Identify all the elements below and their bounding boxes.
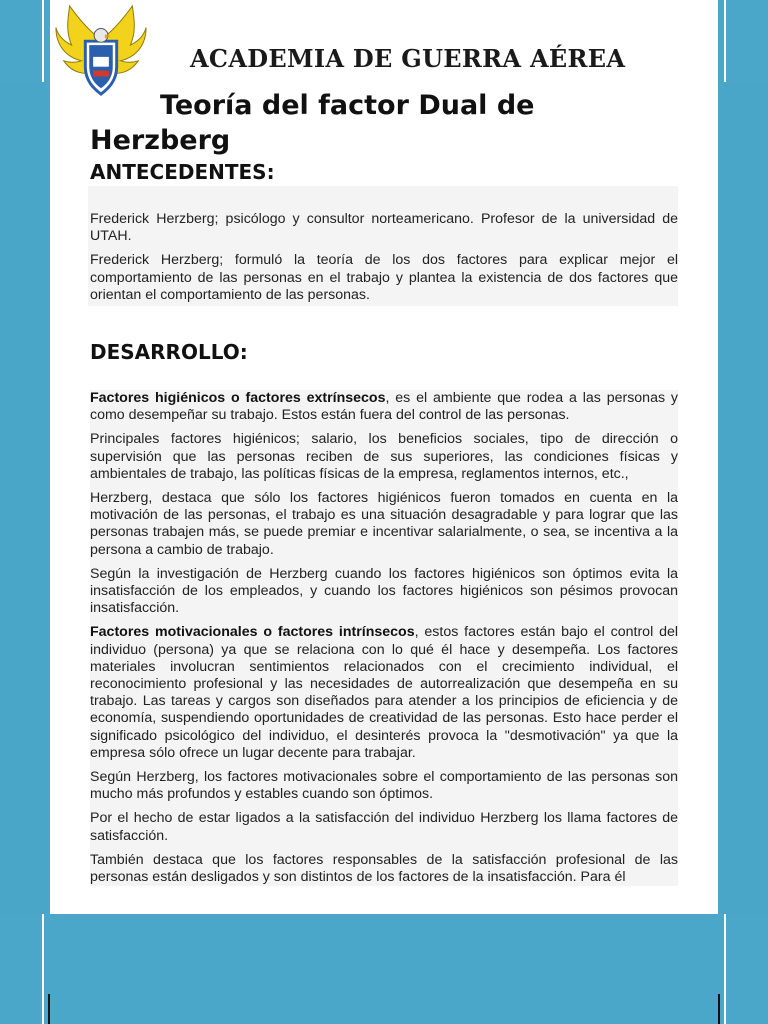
term-hygiene-factors: Factores higiénicos o factores extrínsecos: [90, 390, 386, 406]
border-line-right-bottom: [724, 914, 726, 1024]
paragraph-dissatisfaction: También destaca que los factores responsables de la satisfacción profesional de las personas están desligados y son distintos de los factores de la insatisfacción. Para él: [90, 851, 678, 886]
paragraph-motivational-behavior: Según Herzberg, los factores motivacionales sobre el comportamiento de las personas son mucho más profundos y estables cuando son óptimos.: [90, 769, 678, 803]
title-line-2: Herzberg: [90, 125, 231, 156]
paragraph-research: Según la investigación de Herzberg cuando los factores higiénicos son óptimos evita la insatisfacción de los empleados, y cuando los factores higiénicos son pésimos provocan insatisfacción.: [90, 565, 678, 617]
border-line-right-top: [724, 0, 726, 82]
antecedentes-paragraph: Frederick Herzberg; psicólogo y consultor norteamericano. Profesor de la universidad de UTAH.: [90, 211, 678, 245]
academy-name: ACADEMIA DE GUERRA AÉREA: [190, 44, 626, 73]
paragraph-main-hygiene-factors: Principales factores higiénicos; salario, los beneficios sociales, tipo de dirección o supervisión que las personas reciben de sus superiores, las condiciones físicas y ambientales de trabajo, las políticas físicas de la empresa, reglamentos internos, etc.,: [90, 431, 678, 482]
paragraph-text: , es el ambiente que rodea a las personas y como desempeñar su trabajo. Estos están fuera del control de las personas.: [90, 390, 679, 424]
border-line-left-top: [42, 0, 44, 82]
paragraph-text: , estos factores están bajo el control del individuo (persona) ya que se relaciona con lo qué él hace y desempeña. Los factores materiales involucran sentimientos relacionados con el crecimiento individual, el reconocimiento profesional y las necesidades de autorrealización que desempeña en su trabajo. Las tareas y cargos son diseñados para atender a los principios de eficiencia y de economía, suspendiendo oportunidades de creatividad de las personas. Esto hace perder el significado psicológico del individuo, el desinterés provoca la "desmotivación" ya que la empresa sólo ofrece un lugar decente para trabajar.: [90, 624, 679, 761]
section-heading-desarrollo: DESARROLLO:: [90, 340, 248, 364]
paragraph-motivational-factors: [90, 624, 678, 762]
paragraph-herzberg-highlights: Herzberg, destaca que sólo los factores higiénicos fueron tomados en cuenta en la motivación de las personas, el trabajo es una situación desagradable y para lograr que las personas trabajen más, se puede premiar e incentivar salarialmente, o sea, se incentiva a la persona a cambio de trabajo.: [90, 490, 678, 558]
antecedentes-paragraph: Frederick Herzberg; formuló la teoría de los dos factores para explicar mejor el comportamiento de las personas en el trabajo y plantea la existencia de dos factores que orientan el comportamiento de las personas.: [90, 252, 678, 303]
border-mark-right: [718, 994, 720, 1024]
paragraph-satisfaction-factors: Por el hecho de estar ligados a la satisfacción del individuo Herzberg los llama factores de satisfacción.: [90, 810, 678, 844]
paragraph-hygiene-factors: [90, 390, 678, 424]
document-title: [90, 88, 680, 158]
title-line-1: Teoría del factor Dual de: [160, 90, 535, 121]
term-motivational-factors: Factores motivacionales o factores intrínsecos: [90, 624, 415, 641]
air-force-academy-crest-icon: [52, 2, 150, 100]
desarrollo-body: [90, 390, 678, 886]
border-line-left-bottom: [42, 914, 44, 1024]
section-heading-antecedentes: ANTECEDENTES:: [90, 160, 275, 184]
antecedentes-body: [90, 211, 678, 311]
footer-band-lower: [50, 994, 718, 1024]
